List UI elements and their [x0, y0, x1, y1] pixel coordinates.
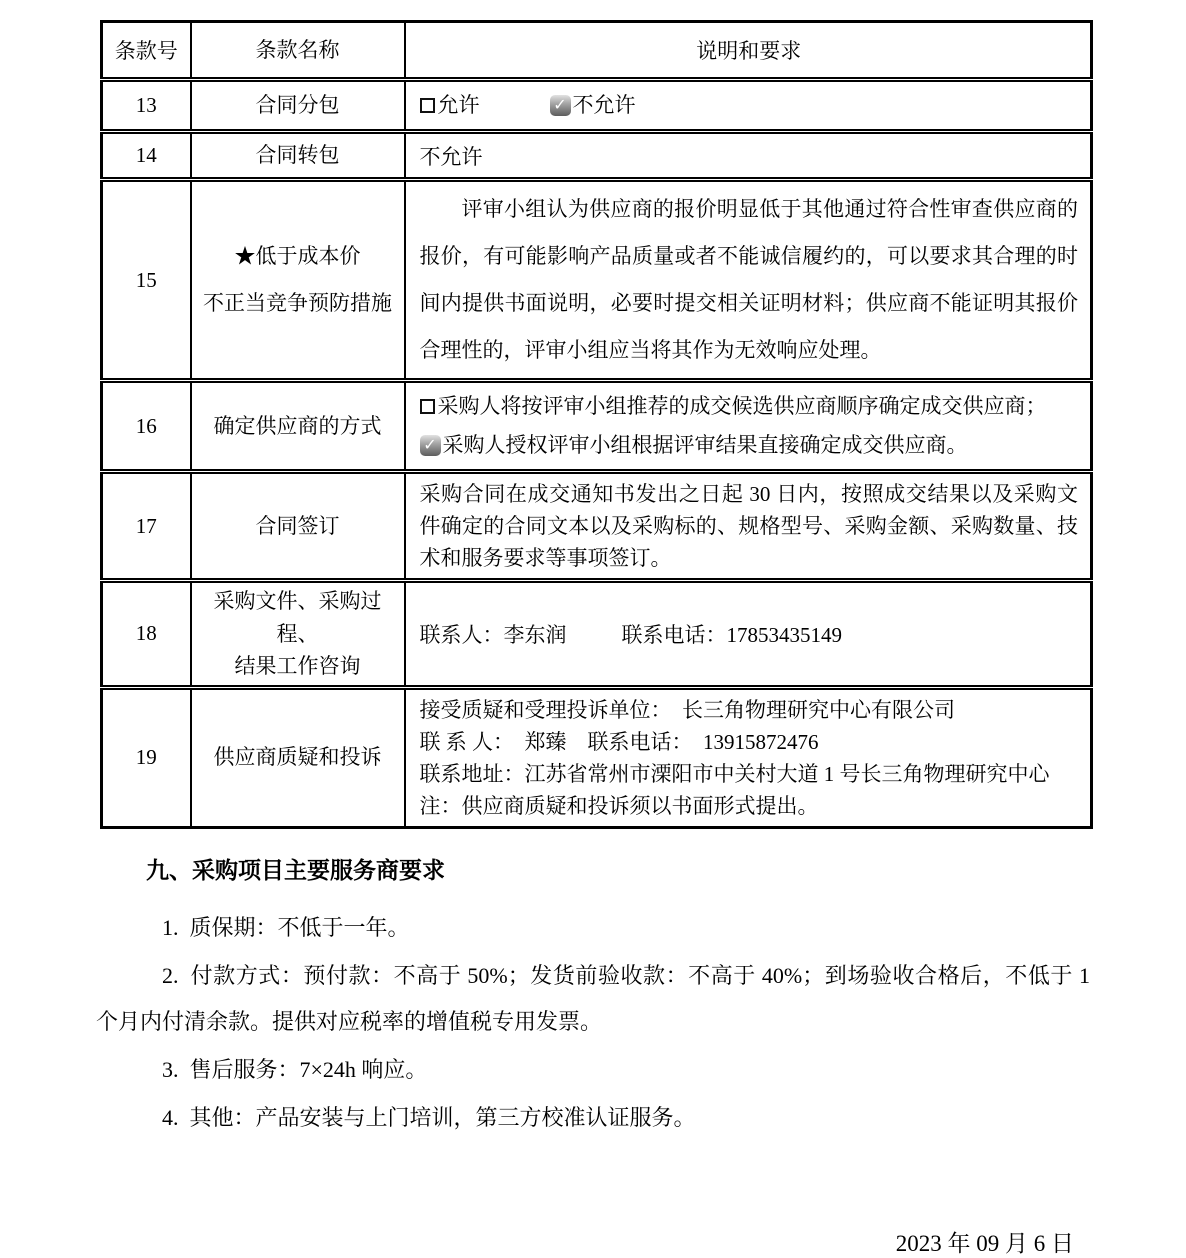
clause-requirements	[405, 472, 1092, 581]
clause-name-line: ★低于成本价	[234, 244, 361, 268]
terms-table	[100, 20, 1093, 829]
checked-checkbox-icon	[550, 95, 571, 116]
unchecked-checkbox-icon	[420, 399, 435, 414]
clause-name: 供应商质疑和投诉	[191, 687, 405, 827]
clause-name-line: 采购文件、采购过程、	[213, 589, 382, 646]
clause-requirements	[405, 581, 1092, 688]
option-label: 采购人授权评审小组根据评审结果直接确定成交供应商。	[442, 433, 968, 457]
clause-no: 15	[102, 180, 191, 381]
contact-phone: 联系电话：17853435149	[621, 622, 842, 647]
col-header-clause-no: 条款号	[102, 22, 191, 80]
clause-name: 确定供应商的方式	[191, 381, 405, 472]
table-row-17	[102, 472, 1092, 581]
list-item-warranty: 1. 质保期：不低于一年。	[162, 914, 410, 940]
complaint-address-line: 联系地址：江苏省常州市溧阳市中关村大道 1 号长三角物理研究中心	[419, 761, 1050, 786]
checked-checkbox-icon	[420, 435, 441, 456]
requirement-paragraph: 采购合同在成交通知书发出之日起 30 日内，按照成交结果以及采购文件确定的合同文本以及采购标的、规格型号、采购金额、采购数量、技术和服务要求等事项签订。	[419, 482, 1078, 570]
table-row-15	[102, 180, 1092, 381]
table-row-14	[102, 132, 1092, 180]
table-row-18	[102, 581, 1092, 688]
clause-no: 14	[102, 132, 191, 180]
table-header-row	[102, 22, 1092, 80]
clause-no: 17	[102, 472, 191, 581]
option-label: 采购人将按评审小组推荐的成交候选供应商顺序确定成交供应商；	[437, 394, 1047, 418]
clause-requirements	[405, 687, 1092, 827]
table-row-16	[102, 381, 1092, 472]
requirement-paragraph: 评审小组认为供应商的报价明显低于其他通过符合性审查供应商的报价，有可能影响产品质量或者不能诚信履约的，可以要求其合理的时间内提供书面说明，必要时提交相关证明材料；供应商不能证明其报价合理性的，评审小组应当将其作为无效响应处理。	[419, 197, 1078, 362]
option-label: 不允许	[572, 93, 636, 117]
complaint-contact-line: 联 系 人： 郑臻 联系电话： 13915872476	[419, 729, 819, 754]
clause-no: 13	[102, 80, 191, 132]
option-authorized-panel	[420, 426, 1079, 465]
section-title: 九、采购项目主要服务商要求	[146, 857, 445, 883]
table-row-13	[102, 80, 1092, 132]
clause-name	[191, 180, 405, 381]
document-page	[0, 20, 1186, 1256]
list-item-after-sales: 3. 售后服务：7×24h 响应。	[162, 1056, 428, 1082]
option-recommended-order	[420, 387, 1079, 426]
clause-name: 合同签订	[191, 472, 405, 581]
clause-no: 18	[102, 581, 191, 688]
col-header-requirements: 说明和要求	[405, 22, 1092, 80]
option-label: 允许	[437, 93, 480, 117]
clause-requirements	[405, 80, 1092, 132]
col-header-clause-name: 条款名称	[191, 22, 405, 80]
list-item-payment: 2. 付款方式：预付款：不高于 50%；发货前验收款：不高于 40%；到场验收合格后，不低于 1 个月内付清余款。提供对应税率的增值税专用发票。	[96, 962, 1096, 1034]
table-row-19	[102, 687, 1092, 827]
service-requirements-section	[96, 855, 1096, 1141]
clause-name-line: 结果工作咨询	[234, 654, 361, 679]
contact-person: 联系人：李东润	[419, 622, 567, 647]
option-disallow	[550, 93, 636, 117]
clause-requirements: 不允许	[405, 132, 1092, 180]
clause-name-line: 不正当竞争预防措施	[203, 291, 392, 315]
clause-no: 19	[102, 687, 191, 827]
complaint-unit-line: 接受质疑和受理投诉单位： 长三角物理研究中心有限公司	[419, 697, 955, 722]
unchecked-checkbox-icon	[420, 98, 435, 113]
clause-name: 合同分包	[191, 80, 405, 132]
complaint-note-line: 注：供应商质疑和投诉须以书面形式提出。	[419, 793, 819, 818]
list-item-other-services: 4. 其他：产品安装与上门培训，第三方校准认证服务。	[162, 1104, 696, 1130]
document-date: 2023 年 09 月 6 日	[895, 1230, 1074, 1256]
clause-requirements	[405, 381, 1092, 472]
clause-name	[191, 581, 405, 688]
option-allow	[420, 93, 480, 117]
clause-no: 16	[102, 381, 191, 472]
clause-requirements	[405, 180, 1092, 381]
clause-name: 合同转包	[191, 132, 405, 180]
